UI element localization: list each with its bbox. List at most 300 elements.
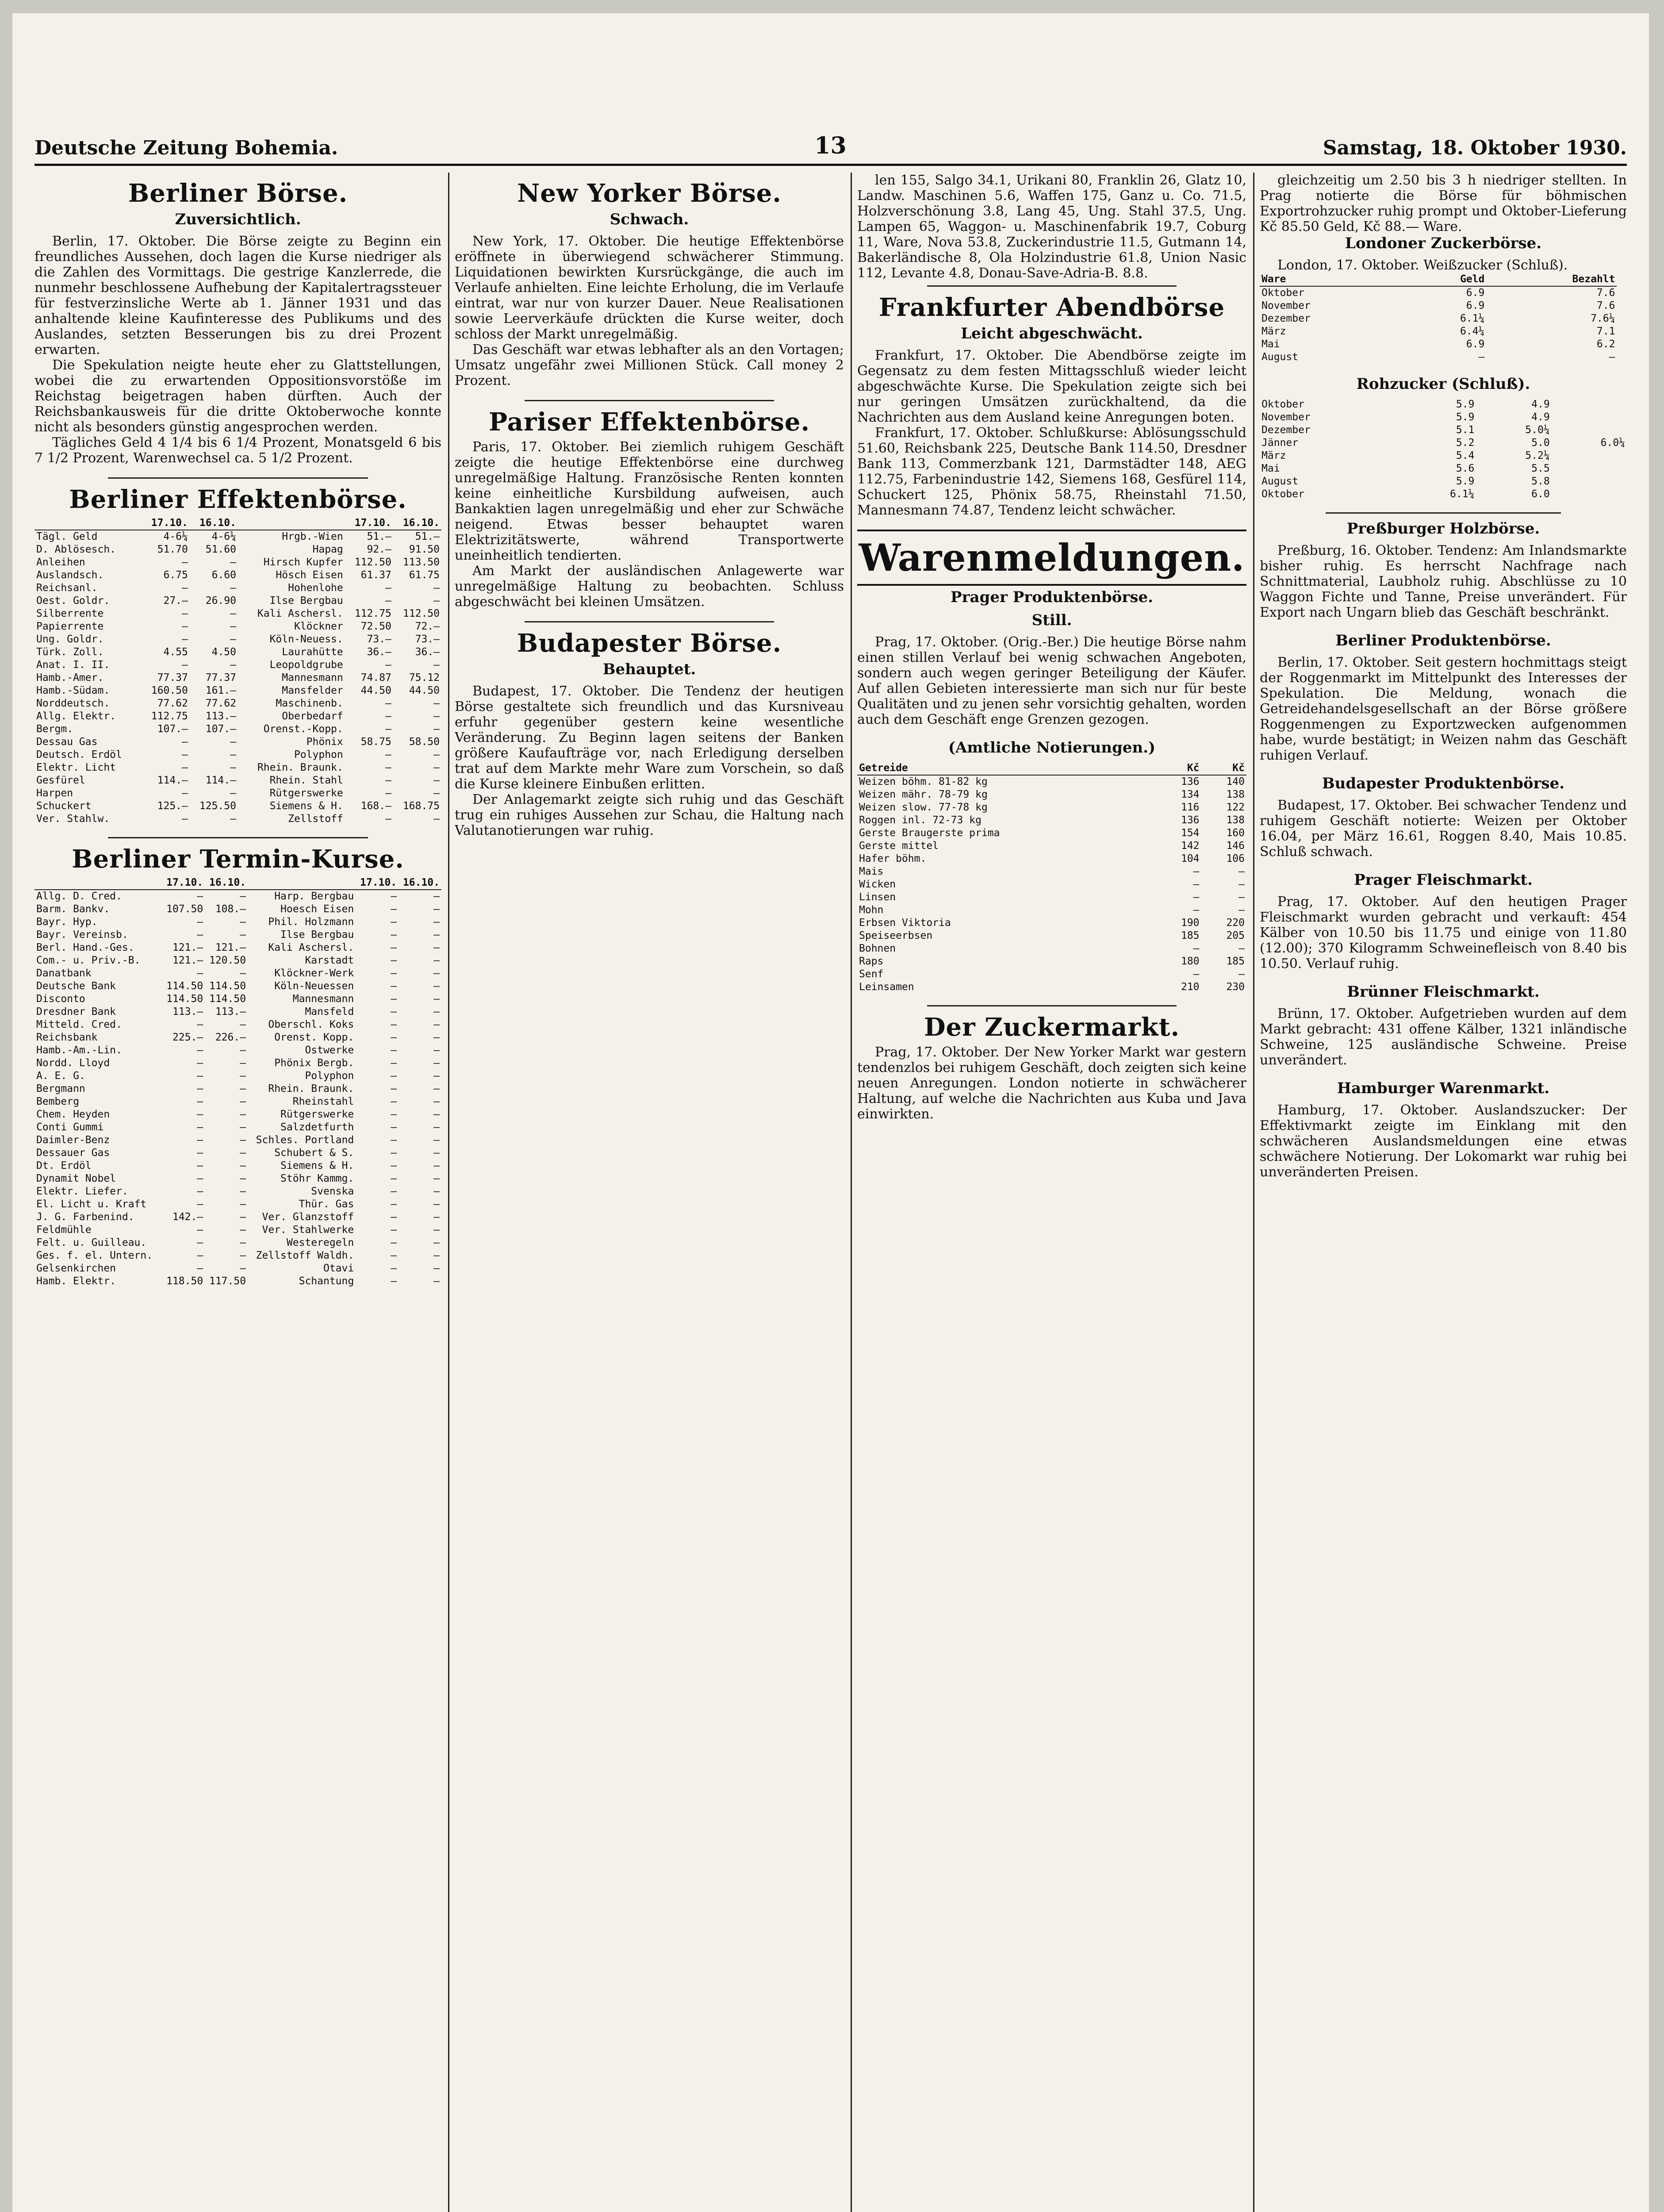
table-cell: 113.— xyxy=(205,710,236,722)
table-cell xyxy=(1617,286,1627,300)
rohzucker-table xyxy=(1260,398,1627,501)
table-cell: — xyxy=(433,1057,440,1069)
berlin-boerse xyxy=(35,179,441,466)
table-cell: 92.— xyxy=(367,544,391,555)
berlin-produkten xyxy=(1260,632,1627,763)
table-cell: — xyxy=(391,993,397,1005)
table-cell: Speiseerbsen xyxy=(859,930,933,941)
table-header-cell: 16.10. xyxy=(399,876,441,890)
table-cell: Feldmühle xyxy=(36,1224,92,1236)
table-cell: — xyxy=(391,1096,397,1107)
table-cell: Orenst.-Kopp. xyxy=(263,723,343,735)
paragraph: Paris, 17. Oktober. Bei ziemlich ruhigem Geschäft zeigte die heutige Effektenbörse eine durchweg unregelmäßige Haltung. Französische Renten konnten keine einheitliche Kursbildung aufweisen, auch Bankaktien lagen unregelmäßig und eher zur Schwäche neigend. Etwas besser behauptet waren Elektrizitätswerte, während Transportwerte uneinheitlich tendierten. xyxy=(455,439,844,563)
table-cell: 106 xyxy=(1226,853,1245,864)
table-cell: 230 xyxy=(1226,981,1245,993)
table-cell: — xyxy=(182,557,188,568)
table-cell: — xyxy=(391,1237,397,1248)
table-cell: 116 xyxy=(1181,802,1200,813)
table-cell: 72.— xyxy=(415,621,440,632)
table-cell: Oberschl. Koks xyxy=(268,1019,354,1030)
table-cell: — xyxy=(1238,943,1245,954)
table-cell: — xyxy=(1238,891,1245,903)
table-row xyxy=(35,543,441,556)
table-cell: — xyxy=(433,775,440,786)
table-row xyxy=(1260,449,1627,462)
table-cell: Ostwerke xyxy=(305,1045,354,1056)
table-cell: Salzdetfurth xyxy=(280,1121,354,1133)
table-cell: Conti Gummi xyxy=(36,1121,104,1133)
table-row xyxy=(35,1224,441,1237)
table-cell: — xyxy=(1193,879,1200,890)
table-cell: 77.62 xyxy=(157,698,188,709)
section-title: Berliner Termin-Kurse. xyxy=(72,845,404,874)
table-cell: — xyxy=(433,1263,440,1274)
table-cell: — xyxy=(433,1019,440,1030)
table-cell: 75.12 xyxy=(409,672,440,684)
london-table xyxy=(1260,273,1627,364)
table-cell: Mais xyxy=(859,866,884,877)
table-cell: — xyxy=(230,659,236,671)
table-cell: 73.— xyxy=(415,634,440,645)
table-cell: — xyxy=(391,1032,397,1043)
table-cell: — xyxy=(433,1198,440,1210)
table-row xyxy=(35,774,441,787)
paragraph: Prag, 17. Oktober. Der New Yorker Markt war gestern tendenzlos bei ruhigem Geschäft, doch zeigten sich keine neuen Anregungen. London notierte in schwächerer Haltung, auf welche die Nachrichten aus Kuba und Java einwirkten. xyxy=(857,1045,1246,1122)
table-cell: — xyxy=(433,1211,440,1223)
table-cell: — xyxy=(433,980,440,992)
table-cell: — xyxy=(240,1019,246,1030)
table-cell: — xyxy=(433,942,440,953)
table-cell: Köln-Neuess. xyxy=(269,634,343,645)
table-row xyxy=(35,530,441,543)
column-4 xyxy=(1260,173,1627,2212)
table-cell: — xyxy=(240,1263,246,1274)
table-cell: — xyxy=(197,916,203,928)
table-cell: — xyxy=(433,1173,440,1184)
table-cell: — xyxy=(182,621,188,632)
table-row xyxy=(35,929,441,941)
table-cell: 142 xyxy=(1181,840,1200,852)
table-cell: — xyxy=(433,723,440,735)
table-cell: 7.1 xyxy=(1596,326,1615,337)
table-cell: 5.2 xyxy=(1456,437,1475,449)
table-row xyxy=(35,620,441,633)
table-cell: — xyxy=(391,1211,397,1223)
table-cell: 77.62 xyxy=(205,698,236,709)
table-cell: Stöhr Kammg. xyxy=(280,1173,354,1184)
table-cell: — xyxy=(433,749,440,760)
table-cell: Allg. Elektr. xyxy=(36,710,116,722)
table-row xyxy=(35,1006,441,1018)
table-cell: Karstadt xyxy=(305,955,354,966)
table-header-cell: Ware xyxy=(1260,273,1407,286)
table-cell: — xyxy=(197,1237,203,1248)
table-cell: Siemens & H. xyxy=(280,1160,354,1171)
table-cell: — xyxy=(230,557,236,568)
table-cell: 114.— xyxy=(205,775,236,786)
table-cell: — xyxy=(433,1032,440,1043)
table-row xyxy=(35,1070,441,1083)
table-cell: — xyxy=(182,762,188,773)
table-cell: Dezember xyxy=(1261,424,1311,436)
table-cell: 26.90 xyxy=(205,595,236,607)
table-cell: Mansfelder xyxy=(282,685,343,696)
section-subtitle: London, 17. Oktober. Weißzucker (Schluß). xyxy=(1277,257,1568,273)
divider xyxy=(108,477,368,479)
paragraph: Frankfurt, 17. Oktober. Schlußkurse: Ablösungsschuld 51.60, Reichsbank 225, Deutsche Bank 114.50, Dresdner Bank 113, Commerzbank 121, Darmstädter 148, AEG 112.75, Farbenindustrie 142, Siemens 168, Gesfürel 114, Schuckert 125, Phönix 58.75, Rheinstahl 71.50, Mannesmann 74.87, Tendenz leicht schwächer. xyxy=(857,425,1246,518)
berlin-effekten xyxy=(35,485,441,826)
paragraph: len 155, Salgo 34.1, Urikani 80, Franklin 26, Glatz 10, Landw. Maschinen 5.6, Waffen 175, Ganz u. Co. 71.5, Holzverschönung 3.8, Lang 45, Ung. Stahl 37.5, Ung. Lampen 65, Waggon- u. Maschinenfabrik 19.7, Coburg 11, Ware, Nova 53.8, Zuckerindustrie 11.5, Gutmann 14, Bakerländische 8, Ola Holzindustrie 61.8, Union Nasic 112, Levante 4.8, Donau-Save-Adria-B. 8.8. xyxy=(857,173,1246,281)
table-cell xyxy=(1552,475,1627,488)
table-cell: Schles. Portland xyxy=(256,1134,354,1146)
table-cell: Elektr. Liefer. xyxy=(36,1186,128,1197)
table-cell xyxy=(1552,462,1627,475)
table-cell: Otavi xyxy=(323,1263,354,1274)
table-cell: Leinsamen xyxy=(859,981,914,993)
table-row xyxy=(35,813,441,826)
table-row xyxy=(857,801,1246,814)
masthead xyxy=(35,119,1627,159)
table-cell: — xyxy=(240,1109,246,1120)
table-cell: Ver. Glanzstoff xyxy=(262,1211,354,1223)
table-cell: 4.55 xyxy=(163,646,188,658)
table-cell: — xyxy=(433,1224,440,1236)
table-row xyxy=(35,646,441,659)
table-cell: Berl. Hand.-Ges. xyxy=(36,942,134,953)
table-cell: 4-6¼ xyxy=(163,531,188,542)
table-cell: — xyxy=(1238,879,1245,890)
table-row xyxy=(35,1172,441,1185)
table-cell: — xyxy=(197,1083,203,1094)
table-row xyxy=(857,955,1246,968)
table-row xyxy=(35,569,441,582)
table-cell: 6.60 xyxy=(211,569,236,581)
table-cell: Oktober xyxy=(1261,488,1304,500)
table-cell: — xyxy=(385,775,391,786)
table-cell: — xyxy=(433,659,440,671)
table-cell: 136 xyxy=(1181,776,1200,787)
section-title: Berliner Effektenbörse. xyxy=(69,485,407,514)
table-cell: Schubert & S. xyxy=(274,1147,354,1159)
table-cell: — xyxy=(182,659,188,671)
table-cell: — xyxy=(240,929,246,941)
warenmeldungen xyxy=(857,530,1246,727)
zuckermarkt xyxy=(857,1013,1246,1122)
table-cell: Schuckert xyxy=(36,800,92,812)
table-cell: Klöckner-Werk xyxy=(274,968,354,979)
table-cell: — xyxy=(230,749,236,760)
table-cell: — xyxy=(391,1263,397,1274)
table-cell: Daimler-Benz xyxy=(36,1134,110,1146)
table-cell: — xyxy=(433,787,440,799)
divider xyxy=(1326,512,1560,514)
table-cell: — xyxy=(240,1250,246,1261)
table-cell: — xyxy=(197,891,203,902)
table-cell: — xyxy=(1193,891,1200,903)
table-row xyxy=(35,1121,441,1134)
budapest-boerse xyxy=(455,629,844,838)
table-cell: Hrgb.-Wien xyxy=(282,531,343,542)
table-cell: Schantung xyxy=(299,1275,354,1287)
rohzucker xyxy=(1260,375,1627,501)
section-tag: Still. xyxy=(1031,611,1072,629)
table-cell: Oktober xyxy=(1261,399,1304,410)
table-cell: Köln-Neuessen xyxy=(274,980,354,992)
table-cell: 160 xyxy=(1226,827,1245,839)
paragraph: Budapest, 17. Oktober. Die Tendenz der heutigen Börse gestaltete sich freundlich und das Kursniveau erfuhr gegenüber gestern keine wesentliche Veränderung. Zu Beginn lagen seitens der Banken größere Kaufaufträge vor, nach Erledigung derselben trat auf dem Markte mehr Ware zum Vorschein, so daß die Kurse kleinere Einbußen erlitten. xyxy=(455,684,844,792)
table-row xyxy=(35,890,441,903)
table-cell: — xyxy=(433,1134,440,1146)
table-cell: — xyxy=(385,723,391,735)
table-header-cell xyxy=(35,517,142,530)
table-row xyxy=(857,904,1246,917)
table-cell: Leopoldgrube xyxy=(269,659,343,671)
table-cell: 27.— xyxy=(163,595,188,607)
table-cell: 225.— xyxy=(172,1032,203,1043)
table-cell: — xyxy=(433,1045,440,1056)
table-cell: 112.75 xyxy=(151,710,188,722)
table-cell: 51.60 xyxy=(205,544,236,555)
table-cell: 5.9 xyxy=(1456,399,1475,410)
table-cell: — xyxy=(230,608,236,619)
table-cell xyxy=(1617,312,1627,325)
table-cell: 112.50 xyxy=(403,608,440,619)
table-row xyxy=(35,736,441,749)
table-cell: — xyxy=(391,1134,397,1146)
table-cell: Ver. Stahlwerke xyxy=(262,1224,354,1236)
table-cell: März xyxy=(1261,326,1286,337)
table-cell: 180 xyxy=(1181,956,1200,967)
table-cell: — xyxy=(182,634,188,645)
section-subtitle: Schwach. xyxy=(610,211,689,228)
section-subtitle: (Amtliche Notierungen.) xyxy=(948,739,1156,757)
table-cell: Disconto xyxy=(36,993,85,1005)
effekten-table xyxy=(35,517,441,826)
table-cell: — xyxy=(433,582,440,594)
table-cell: — xyxy=(391,980,397,992)
table-cell: D. Ablösesch. xyxy=(36,544,116,555)
newspaper-page xyxy=(12,13,1649,2212)
table-cell: — xyxy=(182,813,188,825)
table-cell: Orenst. Kopp. xyxy=(274,1032,354,1043)
table-cell: November xyxy=(1261,300,1311,311)
table-cell: 61.37 xyxy=(360,569,391,581)
table-cell: 6.9 xyxy=(1466,300,1485,311)
paragraph: New York, 17. Oktober. Die heutige Effektenbörse eröffnete in überwiegend schwächerer Stimmung. Liquidationen bewirkten Kursrückgänge, die auch im Verlaufe anhielten. Eine leichte Erholung, die im Verlaufe eintrat, war nur von kurzer Dauer. Neue Realisationen sowie Leerverkäufe drückten die Kurse weiter, doch schloss der Markt unregelmäßig. xyxy=(455,234,844,342)
table-cell: 58.75 xyxy=(360,736,391,748)
table-row xyxy=(857,865,1246,878)
table-cell: Gerste mittel xyxy=(859,840,939,852)
table-cell: 7.6 xyxy=(1596,300,1615,311)
table-cell: Harpen xyxy=(36,787,73,799)
divider xyxy=(525,400,774,401)
table-cell: November xyxy=(1261,411,1311,423)
table-cell: 36.— xyxy=(367,646,391,658)
table-row xyxy=(857,814,1246,827)
table-cell: Hamb.-Am.-Lin. xyxy=(36,1045,122,1056)
table-cell: Dessauer Gas xyxy=(36,1147,110,1159)
table-cell: Kali Aschersl. xyxy=(257,608,343,619)
table-cell: — xyxy=(433,1006,440,1018)
table-cell: — xyxy=(391,1198,397,1210)
table-cell: 4.9 xyxy=(1531,399,1550,410)
table-cell: — xyxy=(433,1070,440,1082)
table-cell: 6.0 xyxy=(1531,488,1550,500)
table-cell: — xyxy=(385,762,391,773)
table-cell: Reichsanl. xyxy=(36,582,98,594)
masthead-date: Samstag, 18. Oktober 1930. xyxy=(1323,137,1627,159)
table-header-cell xyxy=(248,876,356,890)
table-cell: — xyxy=(391,942,397,953)
table-cell: Deutsche Bank xyxy=(36,980,116,992)
table-row xyxy=(35,1160,441,1172)
table-row xyxy=(857,853,1246,865)
table-cell: — xyxy=(391,1070,397,1082)
table-cell: Dresdner Bank xyxy=(36,1006,116,1018)
table-cell: Raps xyxy=(859,956,884,967)
table-row xyxy=(1260,462,1627,475)
table-cell: — xyxy=(391,916,397,928)
table-cell: — xyxy=(240,1198,246,1210)
table-cell: — xyxy=(240,1121,246,1133)
table-cell: — xyxy=(433,1147,440,1159)
table-row xyxy=(1260,475,1627,488)
table-cell: 117.50 xyxy=(209,1275,246,1287)
table-cell: 138 xyxy=(1226,814,1245,826)
table-cell: 125.— xyxy=(157,800,188,812)
table-cell: Norddeutsch. xyxy=(36,698,110,709)
paragraph: Berlin, 17. Oktober. Seit gestern hochmittags steigt der Roggenmarkt im Mittelpunkt des Interesses der Spekulation. Die Meldung, wonach die Getreidehandelsgesellschaft an der Börse größere Roggenmengen zu Exportzwecken aufgenommen habe, wurde bestätigt; in Weizen nahm das Geschäft ruhigen Verlauf. xyxy=(1260,655,1627,763)
table-cell: — xyxy=(197,1198,203,1210)
table-row xyxy=(857,827,1246,840)
table-cell: — xyxy=(197,1160,203,1171)
table-cell: 140 xyxy=(1226,776,1245,787)
table-cell: 4-6¼ xyxy=(211,531,236,542)
table-cell: Tägl. Geld xyxy=(36,531,98,542)
table-cell: — xyxy=(391,929,397,941)
table-row xyxy=(35,916,441,929)
table-cell: Barm. Bankv. xyxy=(36,903,110,915)
table-cell: 107.— xyxy=(205,723,236,735)
table-cell: 154 xyxy=(1181,827,1200,839)
masthead-title: Deutsche Zeitung Bohemia. xyxy=(35,137,338,159)
table-row xyxy=(35,633,441,646)
table-cell: — xyxy=(240,1237,246,1248)
table-cell: 112.75 xyxy=(354,608,391,619)
table-cell: J. G. Farbenind. xyxy=(36,1211,134,1223)
paragraph: Preßburg, 16. Oktober. Tendenz: Am Inlandsmarkte bisher ruhig. Es herrscht Nachfrage nach Schnittmaterial, Laubholz ruhig. Abschlüsse zu 10 Waggon Fichte und Tanne, Preise unverändert. Für Export nach Ungarn blieb das Geschäft beschränkt. xyxy=(1260,543,1627,620)
table-cell: 142.— xyxy=(172,1211,203,1223)
table-row xyxy=(35,1211,441,1224)
table-row xyxy=(35,1262,441,1275)
table-row xyxy=(857,840,1246,853)
table-cell: — xyxy=(182,749,188,760)
divider xyxy=(525,621,774,622)
table-cell: 5.9 xyxy=(1456,411,1475,423)
table-cell: Bayr. Hyp. xyxy=(36,916,98,928)
table-cell: Bayr. Vereinsb. xyxy=(36,929,128,941)
paragraph: Budapest, 17. Oktober. Bei schwacher Tendenz und ruhigem Geschäft notierte: Weizen per Oktober 16.04, per März 16.61, Roggen 8.40, Mais 10.85. Schluß schwach. xyxy=(1260,798,1627,860)
table-header-cell: Kč xyxy=(1156,762,1201,775)
table-row xyxy=(35,941,441,954)
table-cell: 120.50 xyxy=(209,955,246,966)
table-cell: 107.50 xyxy=(166,903,203,915)
table-cell: — xyxy=(391,1083,397,1094)
table-cell: 185 xyxy=(1181,930,1200,941)
table-cell: — xyxy=(1478,351,1485,363)
table-cell: Hösch Eisen xyxy=(276,569,343,581)
table-cell: Laurahütte xyxy=(282,646,343,658)
table-cell: Mannesmann xyxy=(282,672,343,684)
table-row xyxy=(35,761,441,774)
table-row xyxy=(35,1134,441,1147)
section-title: Londoner Zuckerbörse. xyxy=(1345,234,1542,252)
table-cell: 6.75 xyxy=(163,569,188,581)
table-row xyxy=(857,891,1246,904)
table-cell: 61.75 xyxy=(409,569,440,581)
table-cell: Allg. D. Cred. xyxy=(36,891,122,902)
table-cell: 44.50 xyxy=(360,685,391,696)
table-cell: — xyxy=(391,1121,397,1133)
table-header-cell: 16.10. xyxy=(190,517,238,530)
table-cell: 4.50 xyxy=(211,646,236,658)
table-cell: — xyxy=(391,903,397,915)
table-row xyxy=(35,684,441,697)
table-cell: 121.— xyxy=(172,955,203,966)
table-cell: — xyxy=(197,1019,203,1030)
table-row xyxy=(35,980,441,993)
table-cell: 114.50 xyxy=(209,993,246,1005)
table-cell: 91.50 xyxy=(409,544,440,555)
table-cell: — xyxy=(433,698,440,709)
table-cell: — xyxy=(240,1057,246,1069)
table-cell xyxy=(1617,325,1627,338)
table-cell: — xyxy=(433,891,440,902)
table-cell: — xyxy=(433,595,440,607)
paragraph: Prag, 17. Oktober. (Orig.-Ber.) Die heutige Börse nahm einen stillen Verlauf bei wenig schwachen Angeboten, sondern auch wegen geringer Beteiligung der Käufer. Auf allen Gebieten interessierte man sich nur für beste Qualitäten und zu jenen sehr vorsichtig gehalten, worden auch dem Geschäft enge Grenzen gezogen. xyxy=(857,634,1246,727)
table-cell: 220 xyxy=(1226,917,1245,929)
table-cell: — xyxy=(391,1019,397,1030)
table-cell: Ges. f. el. Untern. xyxy=(36,1250,153,1261)
table-header-cell: Getreide xyxy=(857,762,1156,775)
table-row xyxy=(35,903,441,916)
table-cell: — xyxy=(240,1096,246,1107)
table-header-cell: Bezahlt xyxy=(1486,273,1617,286)
table-cell: — xyxy=(385,595,391,607)
table-cell: — xyxy=(433,1250,440,1261)
column-1 xyxy=(35,173,441,2212)
table-cell: Mannesmann xyxy=(292,993,354,1005)
table-cell: — xyxy=(230,634,236,645)
table-cell: — xyxy=(197,1045,203,1056)
table-cell: Elektr. Licht xyxy=(36,762,116,773)
table-cell: 77.37 xyxy=(157,672,188,684)
paragraph: Prag, 17. Oktober. Auf den heutigen Prager Fleischmarkt wurden gebracht und verkauft: 454 Kälber von 10.50 bis 11.75 und einige von 11.80 (12.00); 370 Kilogramm Schweinefleisch von 8.40 bis 10.50. Verlauf ruhig. xyxy=(1260,894,1627,972)
table-header-cell: 17.10. xyxy=(345,517,393,530)
table-cell: 134 xyxy=(1181,789,1200,800)
table-row xyxy=(857,788,1246,801)
table-cell: — xyxy=(433,968,440,979)
table-cell: — xyxy=(240,1083,246,1094)
table-cell: — xyxy=(197,1173,203,1184)
table-row xyxy=(1260,437,1627,449)
table-cell xyxy=(1617,300,1627,312)
section-subtitle: Prager Produktenbörse. xyxy=(951,588,1153,606)
table-row xyxy=(35,1237,441,1249)
table-cell: Weizen böhm. 81-82 kg xyxy=(859,776,988,787)
table-cell: 7.6 xyxy=(1596,287,1615,299)
table-cell: — xyxy=(182,787,188,799)
